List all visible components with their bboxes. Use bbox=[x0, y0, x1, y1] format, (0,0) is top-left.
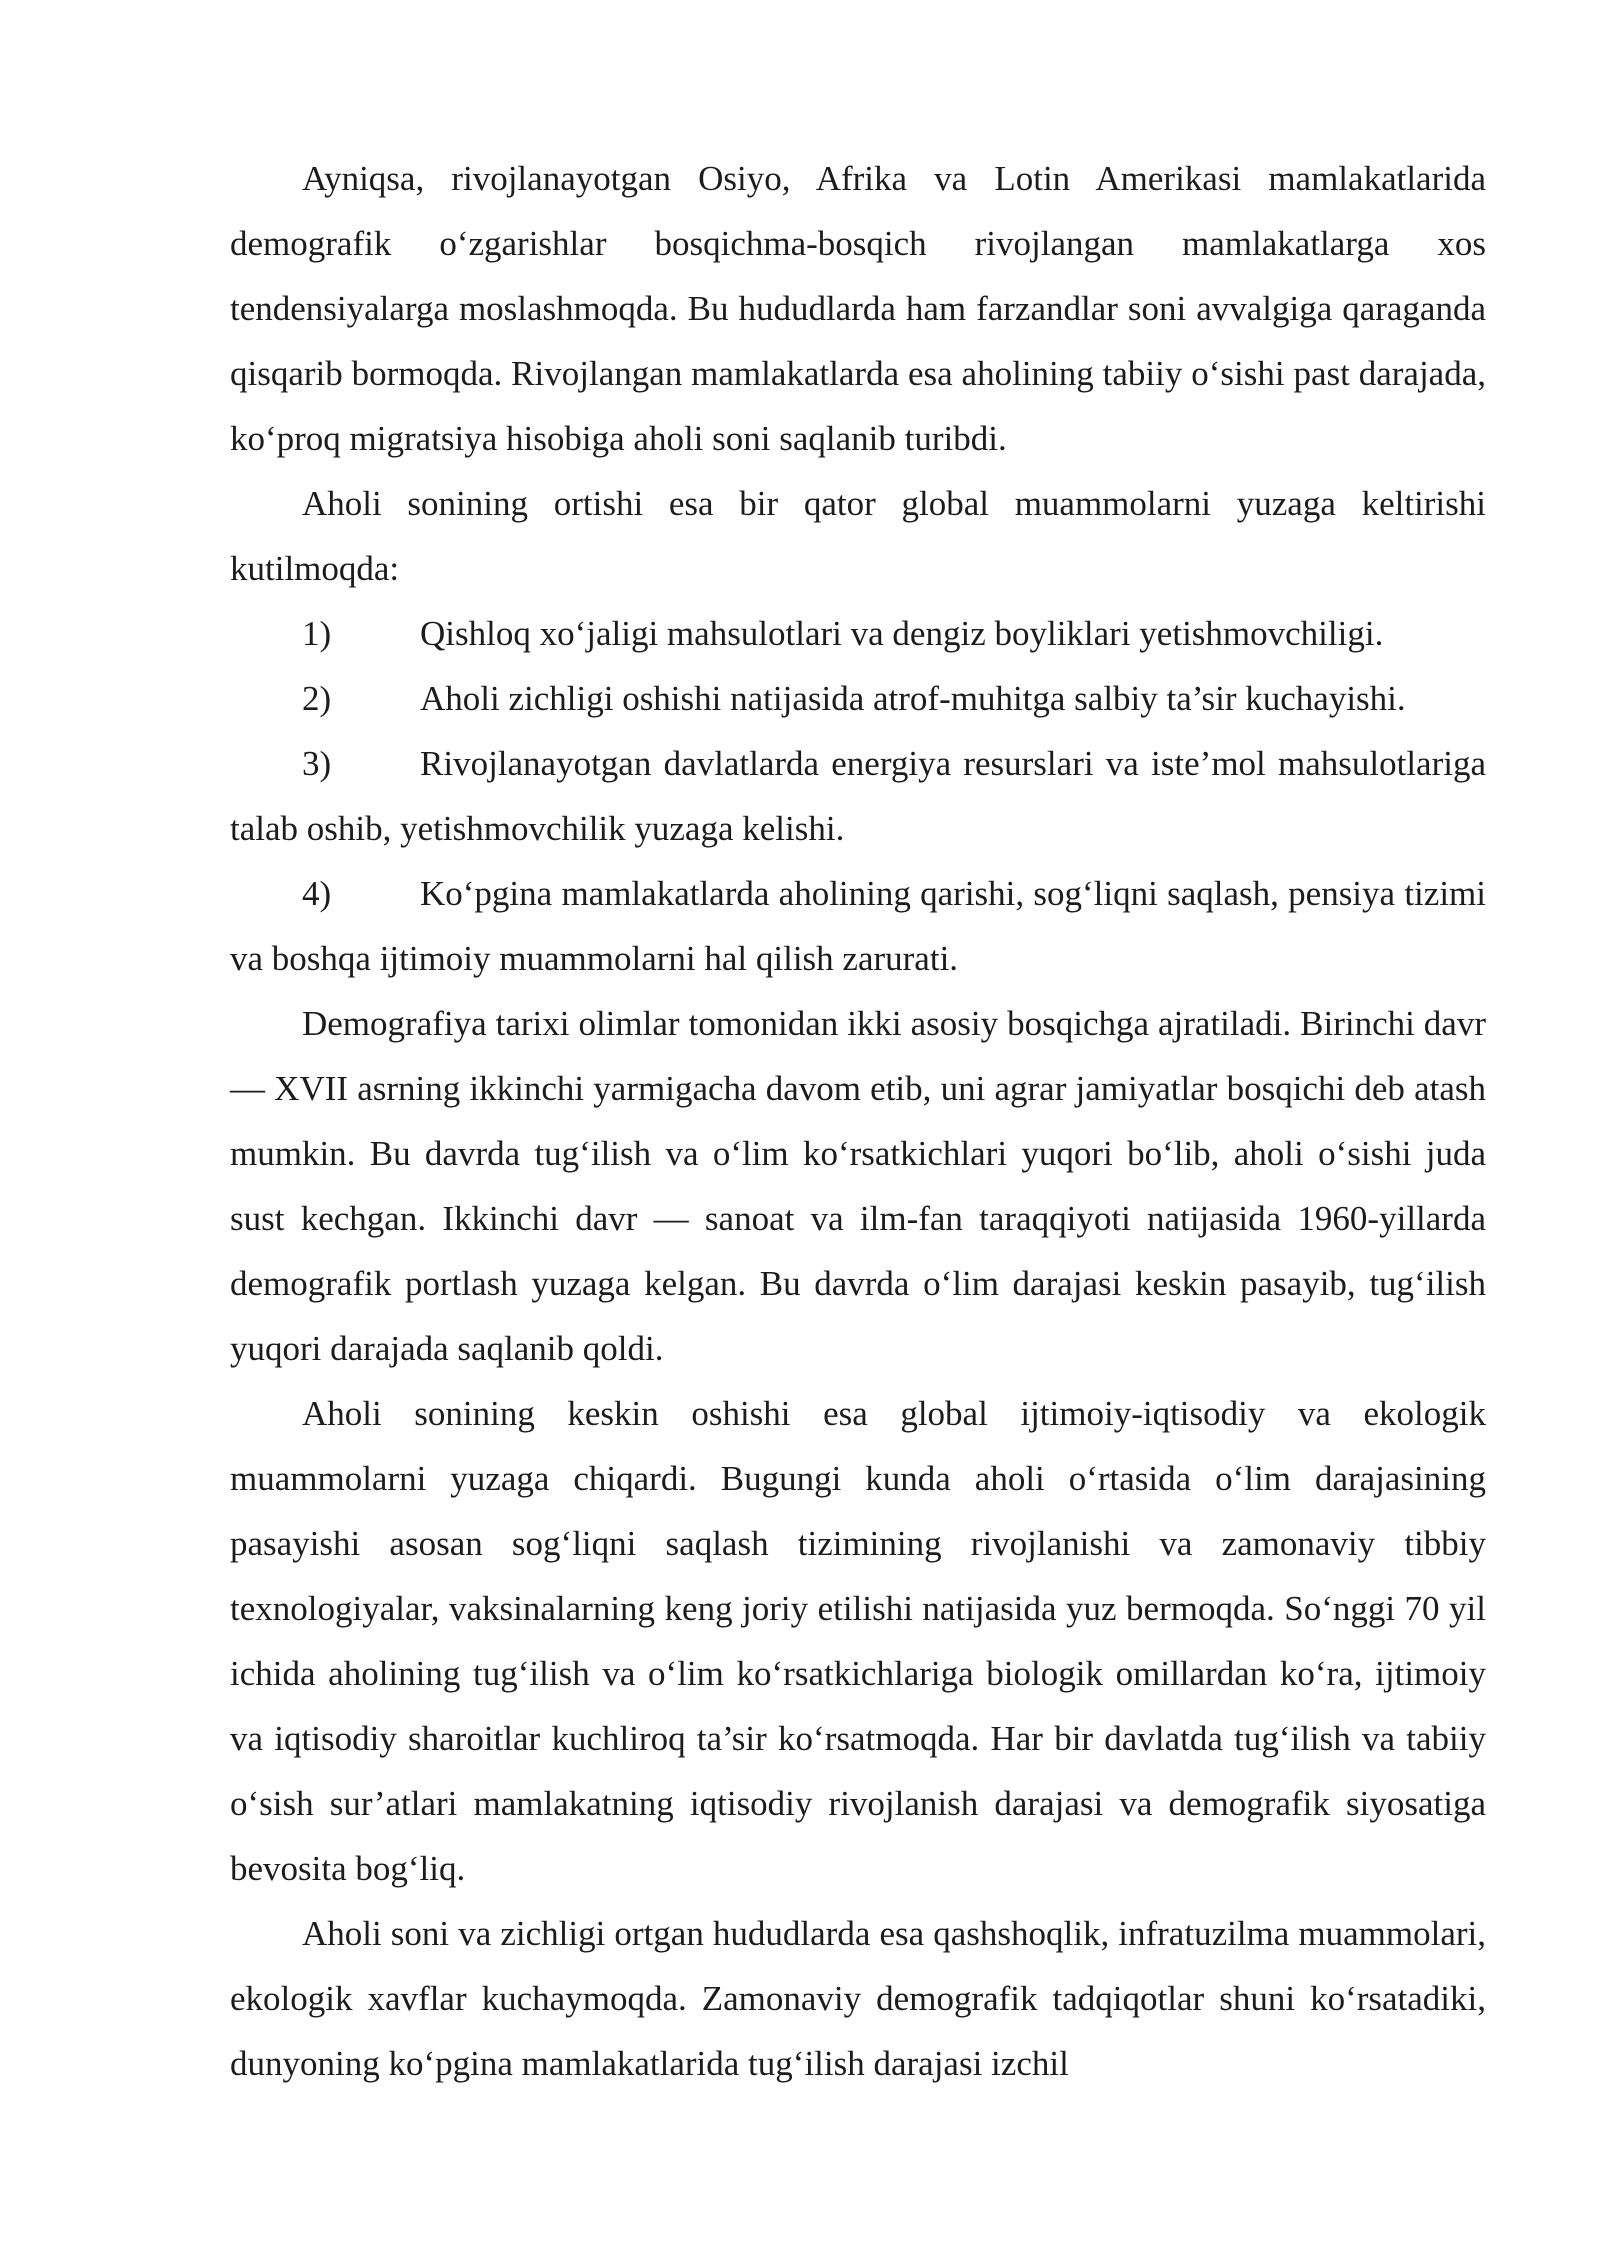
document-page bbox=[230, 146, 1486, 2096]
list-text: Qishloq xo‘jaligi mahsulotlari va dengiz boyliklari yetishmovchiligi. bbox=[420, 614, 1384, 653]
paragraph-aholi-zichligi: Aholi soni va zichligi ortgan hududlarda esa qashshoqlik, infratuzilma muammolari, ekologik xavflar kuchaymoqda. Zamonaviy demografik tadqiqotlar shuni ko‘rsatadiki, dunyoning ko‘pgina mamlakatlarida tug‘ilish darajasi izchil bbox=[230, 1914, 1486, 2083]
list-item bbox=[230, 861, 1486, 991]
paragraph-demografiya-tarixi: Demografiya tarixi olimlar tomonidan ikki asosiy bosqichga ajratiladi. Birinchi davr — XVII asrning ikkinchi yarmigacha davom etib, uni agrar jamiyatlar bosqichi deb atash mumkin. Bu davrda tug‘ilish va o‘lim ko‘rsatkichlari yuqori bo‘lib, aholi o‘sishi juda sust kechgan. Ikkinchi davr — sanoat va ilm-fan taraqqiyoti natijasida 1960-yillarda demografik portlash yuzaga kelgan. Bu davrda o‘lim darajasi keskin pasayib, tug‘ilish yuqori darajada saqlanib qoldi. bbox=[230, 1004, 1486, 1368]
list-item bbox=[230, 731, 1486, 861]
paragraph-global-muammolar: Aholi sonining ortishi esa bir qator global muammolarni yuzaga keltirishi kutilmoqda: bbox=[230, 484, 1486, 588]
paragraph-aholi-oshishi: Aholi sonining keskin oshishi esa global ijtimoiy-iqtisodiy va ekologik muammolarni yuzaga chiqardi. Bugungi kunda aholi o‘rtasida o‘lim darajasining pasayishi asosan sog‘liqni saqlash tizimining rivojlanishi va zamonaviy tibbiy texnologiyalar, vaksinalarning keng joriy etilishi natijasida yuz bermoqda. So‘nggi 70 yil ichida aholining tug‘ilish va o‘lim ko‘rsatkichlariga biologik omillardan ko‘ra, ijtimoiy va iqtisodiy sharoitlar kuchliroq ta’sir ko‘rsatmoqda. Har bir davlatda tug‘ilish va tabiiy o‘sish sur’atlari mamlakatning iqtisodiy rivojlanish darajasi va demografik siyosatiga bevosita bog‘liq. bbox=[230, 1394, 1486, 1888]
list-text: Rivojlanayotgan davlatlarda energiya resurslari va iste’mol mahsulotlariga talab oshib, yetishmovchilik yuzaga kelishi. bbox=[230, 744, 1486, 848]
paragraph-rivojlanayotgan: Ayniqsa, rivojlanayotgan Osiyo, Afrika va Lotin Amerikasi mamlakatlarida demografik o‘zgarishlar bosqichma-bosqich rivojlangan mamlakatlarga xos tendensiyalarga moslashmoqda. Bu hududlarda ham farzandlar soni avvalgiga qaraganda qisqarib bormoqda. Rivojlangan mamlakatlarda esa aholining tabiiy o‘sishi past darajada, ko‘proq migratsiya hisobiga aholi soni saqlanib turibdi. bbox=[230, 159, 1486, 458]
list-item bbox=[230, 601, 1486, 666]
list-number: 4) bbox=[302, 874, 332, 913]
list-item bbox=[230, 666, 1486, 731]
list-number: 3) bbox=[302, 744, 332, 783]
list-number: 2) bbox=[302, 679, 332, 718]
list-text: Aholi zichligi oshishi natijasida atrof-muhitga salbiy ta’sir kuchayishi. bbox=[420, 679, 1406, 718]
list-text: Ko‘pgina mamlakatlarda aholining qarishi, sog‘liqni saqlash, pensiya tizimi va boshqa ijtimoiy muammolarni hal qilish zarurati. bbox=[230, 874, 1486, 978]
list-number: 1) bbox=[302, 614, 332, 653]
